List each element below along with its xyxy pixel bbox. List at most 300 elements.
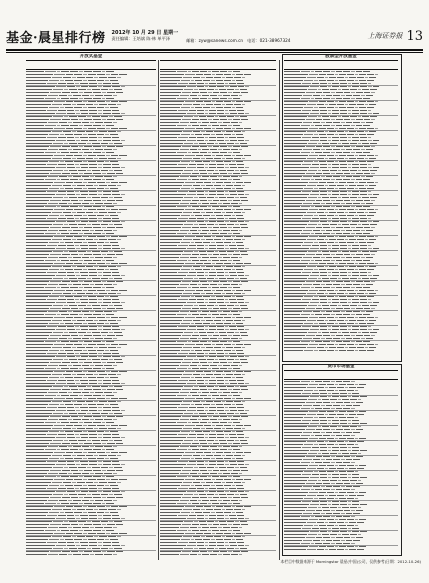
value-cell (106, 98, 114, 99)
value-cell (218, 446, 221, 447)
value-cell (217, 191, 224, 192)
value-cell (102, 173, 106, 174)
value-cell (109, 197, 113, 198)
value-cell (95, 527, 103, 528)
value-cell (355, 161, 358, 162)
value-cell (318, 224, 321, 225)
value-cell (62, 254, 70, 255)
value-cell (103, 164, 111, 165)
value-cell (217, 545, 224, 546)
value-cell (194, 413, 197, 414)
value-cell (198, 365, 201, 366)
value-cell (233, 416, 240, 417)
value-cell (328, 140, 331, 141)
value-cell (314, 80, 317, 81)
value-cell (191, 485, 194, 486)
fund-code-cell (48, 203, 58, 204)
value-cell (79, 173, 83, 174)
value-cell (215, 143, 218, 144)
value-cell (207, 197, 214, 198)
value-cell (342, 251, 349, 252)
value-cell (328, 218, 331, 219)
value-cell (79, 227, 83, 228)
value-cell (97, 317, 105, 318)
value-cell (112, 410, 120, 411)
value-cell (84, 551, 92, 552)
value-cell (97, 377, 105, 378)
value-cell (203, 377, 210, 378)
value-cell (312, 299, 319, 300)
fund-name-cell (160, 482, 182, 483)
value-cell (93, 470, 101, 471)
value-cell (95, 230, 103, 231)
value-cell (93, 314, 101, 315)
fund-code-cell (49, 188, 59, 189)
value-cell (83, 371, 87, 372)
value-cell (93, 260, 101, 261)
value-cell (79, 119, 83, 120)
value-cell (355, 269, 358, 270)
value-cell (103, 113, 111, 114)
value-cell (241, 416, 248, 417)
value-cell (80, 461, 88, 462)
value-cell (205, 407, 208, 408)
value-cell (214, 401, 221, 402)
value-cell (197, 407, 204, 408)
value-cell (233, 92, 240, 93)
value-cell (74, 161, 82, 162)
value-cell (232, 296, 235, 297)
value-cell (116, 416, 124, 417)
value-cell (89, 329, 97, 330)
value-cell (117, 185, 121, 186)
fund-code-cell (182, 281, 191, 282)
fund-code-cell (302, 110, 311, 111)
value-cell (63, 239, 71, 240)
value-cell (83, 485, 87, 486)
fund-code-cell (54, 479, 64, 480)
value-cell (350, 224, 357, 225)
value-cell (76, 464, 80, 465)
value-cell (229, 407, 236, 408)
value-cell (206, 185, 213, 186)
value-cell (77, 266, 85, 267)
value-cell (89, 491, 97, 492)
value-cell (189, 191, 196, 192)
value-cell (74, 155, 82, 156)
fund-code-cell (177, 152, 186, 153)
value-cell (330, 305, 337, 306)
value-cell (214, 293, 221, 294)
value-cell (230, 248, 237, 249)
value-cell (102, 92, 106, 93)
value-cell (93, 227, 101, 228)
fund-code-cell (187, 437, 196, 438)
value-cell (212, 530, 219, 531)
value-cell (212, 476, 219, 477)
value-cell (351, 381, 354, 382)
fund-code-cell (56, 167, 66, 168)
value-cell (106, 128, 110, 129)
value-cell (194, 116, 197, 117)
value-cell (119, 101, 127, 102)
value-cell (93, 524, 101, 525)
value-cell (110, 512, 118, 513)
value-cell (190, 284, 197, 285)
value-cell (316, 119, 323, 120)
fund-code-cell (182, 497, 191, 498)
value-cell (82, 419, 90, 420)
value-cell (239, 149, 242, 150)
value-cell (89, 194, 97, 195)
value-cell (234, 455, 241, 456)
value-cell (332, 137, 339, 138)
value-cell (240, 494, 247, 495)
value-cell (112, 464, 120, 465)
value-cell (94, 77, 98, 78)
value-cell (339, 317, 346, 318)
value-cell (59, 392, 67, 393)
value-cell (193, 185, 200, 186)
value-cell (188, 98, 191, 99)
fund-name-cell (26, 200, 49, 201)
fund-code-cell (52, 347, 62, 348)
value-cell (352, 194, 359, 195)
value-cell (78, 170, 86, 171)
value-cell (331, 281, 334, 282)
value-cell (327, 263, 334, 264)
value-cell (228, 335, 231, 336)
value-cell (93, 125, 101, 126)
value-cell (344, 227, 351, 228)
fund-code-cell (307, 77, 316, 78)
value-cell (97, 107, 105, 108)
contact-line (186, 38, 290, 48)
value-cell (93, 92, 101, 93)
value-cell (112, 437, 120, 438)
value-cell (84, 125, 92, 126)
value-cell (359, 296, 366, 297)
value-cell (242, 158, 245, 159)
value-cell (227, 116, 234, 117)
value-cell (213, 119, 220, 120)
value-cell (217, 410, 224, 411)
value-cell (343, 125, 350, 126)
value-cell (313, 149, 320, 150)
value-cell (224, 539, 231, 540)
fund-name-cell (160, 308, 181, 309)
value-cell (74, 101, 82, 102)
value-cell (224, 485, 231, 486)
fund-code-cell (306, 429, 315, 430)
value-cell (208, 362, 211, 363)
value-cell (83, 398, 87, 399)
value-cell (105, 161, 109, 162)
value-cell (348, 113, 351, 114)
value-cell (196, 425, 203, 426)
value-cell (356, 254, 363, 255)
value-cell (99, 185, 107, 186)
value-cell (320, 86, 327, 87)
value-cell (328, 86, 331, 87)
value-cell (119, 452, 127, 453)
value-cell (195, 188, 202, 189)
value-cell (119, 533, 127, 534)
value-cell (80, 353, 88, 354)
value-cell (111, 479, 119, 480)
value-cell (198, 176, 201, 177)
value-cell (216, 398, 223, 399)
value-cell (113, 284, 117, 285)
value-cell (58, 245, 66, 246)
value-cell (93, 146, 101, 147)
value-cell (103, 140, 111, 141)
value-cell (97, 290, 105, 291)
fund-name-cell (284, 221, 309, 222)
fund-name-cell (160, 467, 183, 468)
value-cell (347, 236, 354, 237)
value-cell (87, 89, 91, 90)
fund-name-cell (26, 146, 49, 147)
value-cell (103, 326, 111, 327)
value-cell (214, 320, 221, 321)
value-cell (195, 161, 202, 162)
value-cell (199, 494, 206, 495)
value-cell (210, 338, 217, 339)
value-cell (241, 281, 248, 282)
value-cell (191, 296, 194, 297)
value-cell (368, 245, 371, 246)
value-cell (220, 233, 227, 234)
value-cell (228, 254, 231, 255)
value-cell (235, 386, 238, 387)
value-cell (329, 158, 336, 159)
value-cell (329, 239, 336, 240)
value-cell (81, 491, 89, 492)
value-cell (323, 254, 330, 255)
value-cell (345, 293, 348, 294)
value-cell (88, 506, 96, 507)
value-cell (367, 134, 374, 135)
value-cell (223, 176, 230, 177)
value-cell (232, 533, 235, 534)
value-cell (64, 305, 68, 306)
fund-code-cell (181, 134, 190, 135)
value-cell (313, 284, 320, 285)
fund-name-cell (26, 515, 46, 516)
fund-name-cell (160, 311, 179, 312)
fund-code-cell (181, 215, 190, 216)
value-cell (367, 188, 374, 189)
value-cell (363, 341, 370, 342)
value-cell (356, 92, 363, 93)
value-cell (62, 524, 70, 525)
value-cell (364, 119, 371, 120)
value-cell (228, 206, 231, 207)
value-cell (337, 131, 344, 132)
value-cell (375, 155, 378, 156)
fund-name-cell (160, 83, 177, 84)
fund-name-cell (284, 122, 302, 123)
value-cell (235, 170, 238, 171)
value-cell (195, 404, 202, 405)
value-cell (75, 353, 79, 354)
value-cell (216, 323, 223, 324)
value-cell (234, 104, 241, 105)
value-cell (199, 224, 206, 225)
value-cell (201, 536, 204, 537)
value-cell (231, 257, 238, 258)
value-cell (72, 482, 76, 483)
fund-name-cell (284, 344, 308, 345)
value-cell (193, 131, 200, 132)
value-cell (342, 170, 349, 171)
value-cell (331, 92, 334, 93)
value-cell (70, 287, 78, 288)
value-cell (359, 411, 366, 412)
value-cell (330, 89, 337, 90)
value-cell (368, 218, 371, 219)
value-cell (64, 197, 68, 198)
value-cell (63, 347, 71, 348)
fund-name-cell (26, 299, 46, 300)
value-cell (311, 260, 314, 261)
value-cell (103, 218, 111, 219)
value-cell (206, 104, 213, 105)
value-cell (63, 320, 71, 321)
value-cell (200, 524, 207, 525)
value-cell (323, 227, 330, 228)
value-cell (363, 233, 370, 234)
value-cell (210, 149, 217, 150)
fund-code-cell (302, 299, 311, 300)
fund-code-cell (56, 491, 66, 492)
value-cell (93, 206, 101, 207)
value-cell (84, 260, 92, 261)
fund-name-cell (26, 110, 46, 111)
value-cell (342, 224, 349, 225)
value-cell (232, 425, 235, 426)
value-cell (337, 185, 344, 186)
value-cell (78, 413, 86, 414)
value-cell (373, 275, 380, 276)
value-cell (212, 314, 219, 315)
value-cell (76, 383, 80, 384)
fund-name-cell (284, 224, 307, 225)
value-cell (74, 296, 82, 297)
value-cell (226, 293, 233, 294)
value-cell (318, 170, 321, 171)
value-cell (333, 432, 340, 433)
value-cell (360, 423, 367, 424)
value-cell (192, 368, 199, 369)
fund-name-cell (284, 251, 307, 252)
value-cell (203, 431, 210, 432)
value-cell (332, 302, 339, 303)
value-cell (67, 407, 75, 408)
value-cell (88, 425, 96, 426)
value-cell (66, 344, 74, 345)
value-cell (60, 215, 64, 216)
value-cell (314, 107, 317, 108)
value-cell (369, 131, 376, 132)
value-cell (234, 320, 241, 321)
value-cell (88, 404, 96, 405)
value-cell (218, 176, 221, 177)
fund-code-cell (187, 329, 196, 330)
value-cell (348, 191, 351, 192)
fund-name-cell (284, 137, 301, 138)
value-cell (190, 500, 197, 501)
value-cell (88, 512, 96, 513)
value-cell (84, 206, 92, 207)
value-cell (75, 542, 79, 543)
value-cell (63, 212, 71, 213)
value-cell (242, 293, 245, 294)
fund-code-cell (187, 194, 196, 195)
value-cell (315, 260, 322, 261)
value-cell (375, 101, 378, 102)
value-cell (318, 426, 321, 427)
value-cell (110, 188, 118, 189)
fund-name-cell (160, 86, 186, 87)
value-cell (231, 365, 238, 366)
value-cell (213, 524, 220, 525)
value-cell (333, 405, 340, 406)
fund-name-cell (26, 440, 52, 441)
value-cell (353, 405, 360, 406)
value-cell (89, 326, 97, 327)
fund-code-cell (50, 551, 60, 552)
value-cell (90, 338, 94, 339)
value-cell (355, 134, 358, 135)
value-cell (217, 353, 224, 354)
value-cell (222, 347, 225, 348)
value-cell (242, 131, 245, 132)
value-cell (338, 251, 341, 252)
value-cell (348, 423, 351, 424)
value-cell (79, 92, 83, 93)
value-cell (72, 347, 76, 348)
value-cell (229, 461, 236, 462)
value-cell (114, 467, 122, 468)
value-cell (102, 119, 106, 120)
fund-name-cell (26, 158, 51, 159)
fund-code-cell (185, 506, 194, 507)
value-cell (75, 164, 79, 165)
value-cell (87, 521, 91, 522)
value-cell (117, 320, 121, 321)
value-cell (73, 311, 81, 312)
value-cell (214, 77, 221, 78)
fund-name-cell (284, 314, 300, 315)
value-cell (206, 77, 213, 78)
fund-name-cell (26, 389, 49, 390)
value-cell (61, 206, 69, 207)
value-cell (236, 479, 243, 480)
value-cell (74, 74, 82, 75)
value-cell (236, 101, 243, 102)
value-cell (76, 356, 80, 357)
value-cell (73, 122, 81, 123)
fund-name-cell (284, 209, 308, 210)
issue-date: 2012年 10 月 29 日 星期一 (111, 30, 179, 36)
value-cell (313, 338, 320, 339)
fund-code-cell (180, 230, 189, 231)
value-cell (71, 308, 79, 309)
value-cell (199, 305, 206, 306)
value-cell (104, 419, 112, 420)
